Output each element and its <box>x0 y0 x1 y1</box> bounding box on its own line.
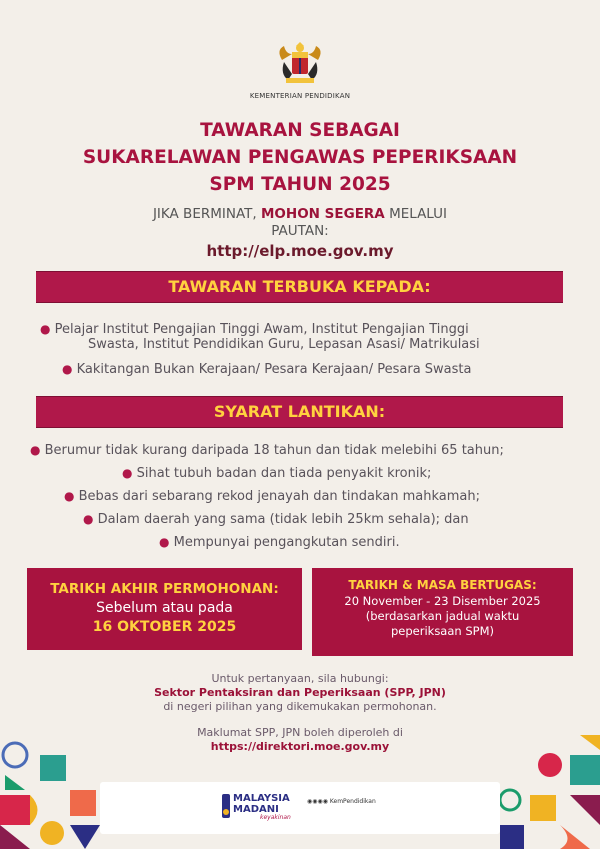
apply-prefix: JIKA BERMINAT, <box>152 206 257 222</box>
req-item-2 <box>122 464 431 483</box>
title-line-2: SUKARELAWAN PENGAWAS PEPERIKSAAN <box>82 147 518 168</box>
req-item-5 <box>159 533 400 552</box>
ministry-name: KEMENTERIAN PENDIDIKAN <box>249 92 351 100</box>
title-line-3: SPM TAHUN 2025 <box>209 174 391 195</box>
bullet-icon: ● <box>159 535 170 549</box>
offer-heading: TAWARAN TERBUKA KEPADA: <box>36 271 563 303</box>
footer-bar <box>100 782 500 834</box>
req-item-5-text: Mempunyai pengangkutan sendiri. <box>173 535 400 550</box>
contact-line-3: di negeri pilihan yang dikemukakan permohonan. <box>163 700 437 713</box>
apply-line-1 <box>0 205 600 223</box>
title-line-1: TAWARAN SEBAGAI <box>200 120 400 141</box>
brand-tagline: keyakinan <box>260 814 291 821</box>
apply-link[interactable]: http://elp.moe.gov.my <box>206 242 394 260</box>
deadline-date: 16 OKTOBER 2025 <box>92 619 237 635</box>
contact-org-text: Sektor Pentaksiran dan Peperiksaan (SPP, JPN) <box>154 686 446 699</box>
duty-heading: TARIKH & MASA BERTUGAS: <box>348 578 537 592</box>
duty-line-3: peperiksaan SPM) <box>390 624 494 638</box>
deadline-line-1: Sebelum atau pada <box>96 600 233 616</box>
contact-line-4: Maklumat SPP, JPN boleh diperoleh di <box>197 726 403 739</box>
req-item-1 <box>30 441 504 460</box>
social-handle: KemPendidikan <box>329 798 376 805</box>
bullet-icon: ● <box>62 362 73 376</box>
offer-item-1-cont: Swasta, Institut Pendidikan Guru, Lepasan Asasi/ Matrikulasi <box>88 337 480 352</box>
req-item-4-text: Dalam daerah yang sama (tidak lebih 25km sehala); dan <box>97 512 469 527</box>
apply-line-2: PAUTAN: <box>271 223 329 239</box>
bullet-icon: ● <box>40 322 51 336</box>
req-item-4 <box>83 510 469 529</box>
offer-item-2 <box>62 360 471 379</box>
apply-emphasis: MOHON SEGERA <box>260 206 385 222</box>
brand-line-1: MALAYSIA <box>233 793 290 804</box>
decorative-pattern-left <box>0 735 110 849</box>
apply-suffix: MELALUI <box>389 206 448 222</box>
bullet-icon: ● <box>83 512 94 526</box>
contact-line-1: Untuk pertanyaan, sila hubungi: <box>211 672 389 685</box>
decorative-pattern-right <box>490 735 600 849</box>
duty-box <box>312 568 573 656</box>
req-item-1-text: Berumur tidak kurang daripada 18 tahun dan tidak melebihi 65 tahun; <box>44 443 504 458</box>
directory-link[interactable]: https://direktori.moe.gov.my <box>210 740 390 753</box>
duty-line-2: (berdasarkan jadual waktu <box>365 609 520 623</box>
coat-of-arms-icon <box>270 40 330 90</box>
req-item-3-text: Bebas dari sebarang rekod jenayah dan tindakan mahkamah; <box>78 489 480 504</box>
bullet-icon: ● <box>122 466 133 480</box>
social-handles <box>307 798 376 805</box>
deadline-heading: TARIKH AKHIR PERMOHONAN: <box>50 581 279 597</box>
social-media-icons: ◉◉◉◉ <box>307 798 328 805</box>
deadline-box <box>27 568 302 650</box>
madani-logo-icon <box>222 794 232 818</box>
contact-org <box>0 686 600 700</box>
brand-name <box>233 793 290 815</box>
bullet-icon: ● <box>30 443 41 457</box>
requirements-heading: SYARAT LANTIKAN: <box>36 396 563 428</box>
brand-line-2: MADANI <box>233 804 279 815</box>
bullet-icon: ● <box>64 489 75 503</box>
req-item-2-text: Sihat tubuh badan dan tiada penyakit kronik; <box>136 466 432 481</box>
duty-line-1: 20 November - 23 Disember 2025 <box>344 594 541 608</box>
offer-item-1-text: Pelajar Institut Pengajian Tinggi Awam, Institut Pengajian Tinggi <box>54 322 469 337</box>
offer-item-2-text: Kakitangan Bukan Kerajaan/ Pesara Kerajaan/ Pesara Swasta <box>76 362 472 377</box>
req-item-3 <box>64 487 480 506</box>
